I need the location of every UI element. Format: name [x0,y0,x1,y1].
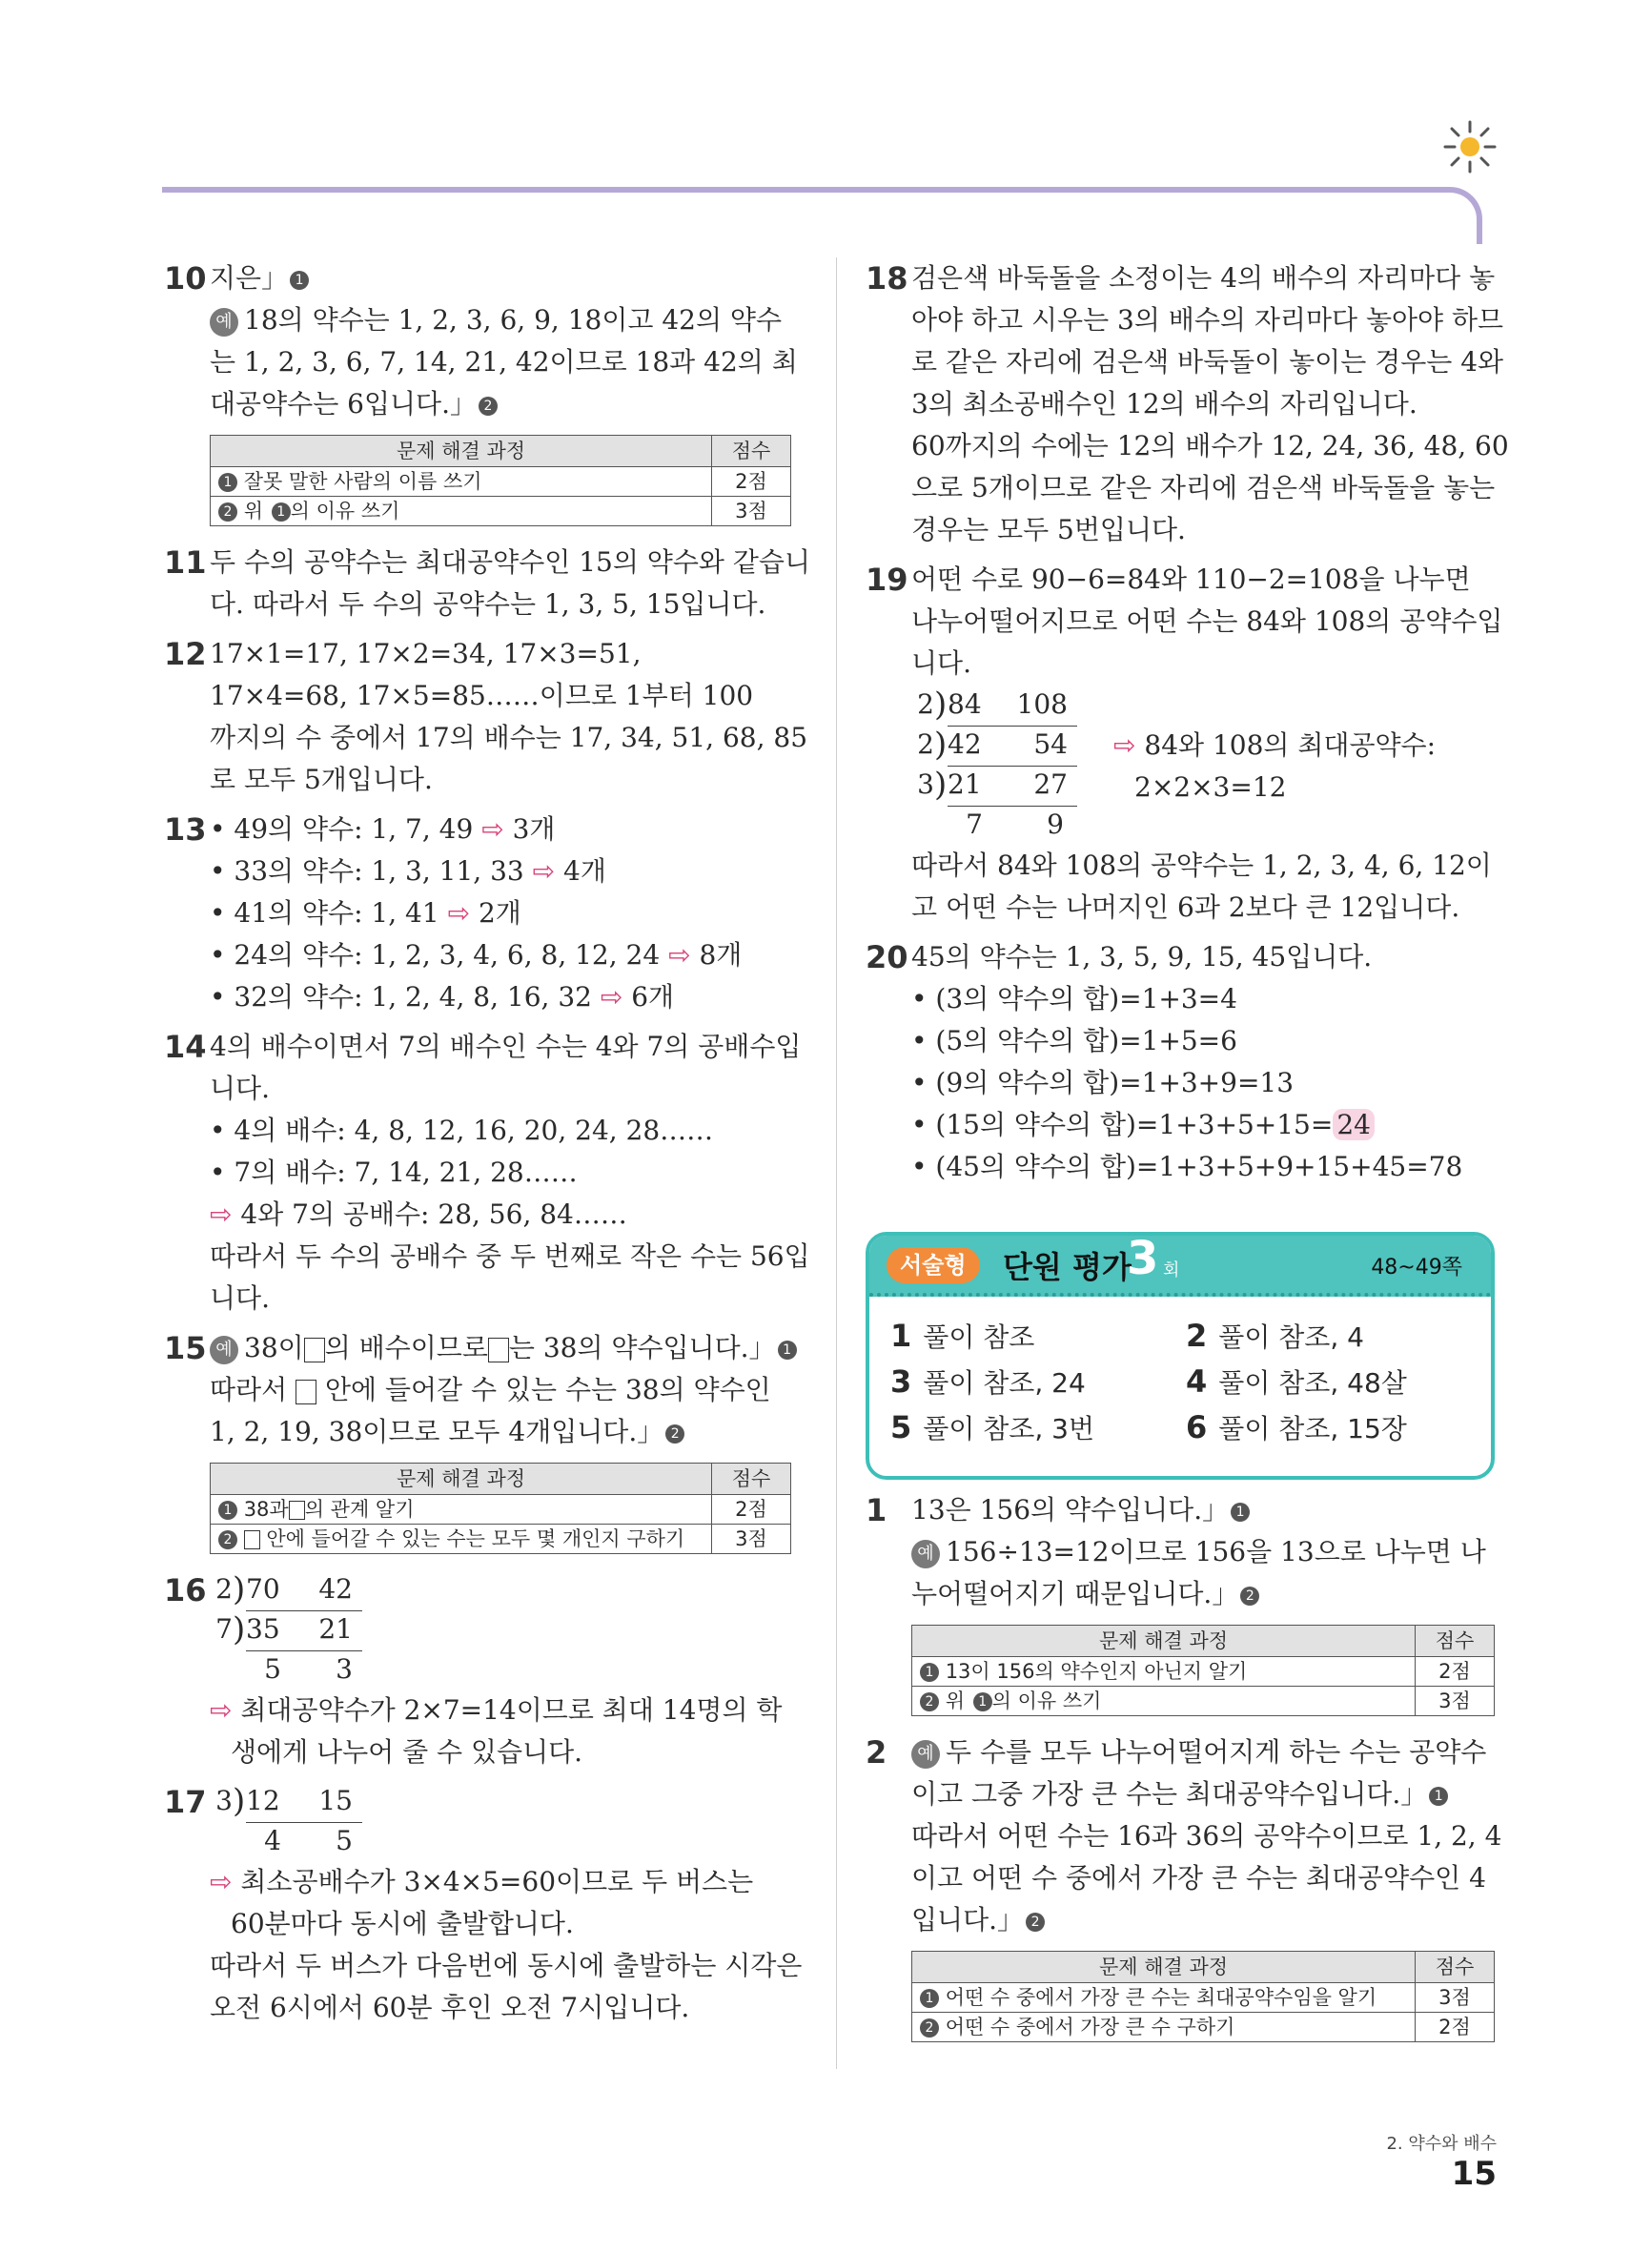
problem-number: 17 [164,1784,207,1820]
list-item: • 49의 약수: 1, 7, 49 ⇨ 3개 [210,813,556,845]
unit-assessment-box [866,1232,1495,1480]
arrow-icon: ⇨ [532,855,556,887]
problem-20: 20 45의 약수는 1, 3, 5, 9, 15, 45입니다. • (3의 약수의 합)=1+3=4 • (5의 약수의 합)=1+5=6 • (9의 약수의 합)=1+3+9=13 • (15의 약수의 합)=1+3+5+15= 24 • (45의 약수의 합)=1+3+5+9+15+45=78 [866,936,1499,1188]
problem-number: 11 [164,544,207,581]
problem-13 [164,809,793,1018]
list-item: • 41의 약수: 1, 41 ⇨ 2개 [210,897,521,929]
round-number: 3 [1127,1232,1159,1285]
unit-solutions [866,1489,1502,2058]
page-footer [1335,2130,1497,2193]
blank-box [244,1530,260,1549]
ladder-division: 2 ) 70 42 7 ) 35 21 5 3 [210,1569,793,1690]
blank-box [304,1338,325,1362]
problem-number: 14 [164,1029,207,1065]
problem-number: 10 [164,260,207,297]
problem-19: 19 어떤 수로 90−6=84와 110−2=108을 나누면 나누어떨어지므로 어떤 수는 84와 108의 공약수입 니다. 2 ) 84 108 2 ) 42 54 3 ) 21 27 7 9 ⇨ 84와 108의 최대공약수: 2×2×3=12 따라서 84와 108의 공약수는 1, 2, 3, 4, 6, 12이 고 어떤 수는 나머지인 6과 2보다 큰 12입니다. [866,559,1499,929]
step-1-marker: 1 [290,271,309,290]
ladder-division: 2 ) 84 108 2 ) 42 54 3 ) 21 27 7 9 ⇨ 84와 108의 최대공약수: 2×2×3=12 [911,685,1499,845]
answer-item: 2 풀이 참조, 4 [1186,1318,1364,1354]
question-2: 2 예 두 수를 모두 나누어떨어지게 하는 수는 공약수 이고 그중 가장 큰 수는 최대공약수입니다.」 1 따라서 어떤 수는 16과 36의 공약수이므로 1, 2, 4 이고 어떤 수 중에서 가장 큰 수는 최대공약수인 4 입니다.」 2 문제 해결 과정 점수 1 어떤 수 중에서 가장 큰 수는 최대공약수임을 알기 3점 2 어떤 수 중에서 가장 큰 수 구하기 2점 [866,1731,1499,2042]
step-2-marker: 2 [479,397,498,416]
problem-number: 18 [866,260,908,297]
arrow-icon: ⇨ [210,1694,233,1726]
answer-item: 5 풀이 참조, 3번 [890,1409,1095,1445]
example-icon: 예 [210,308,238,337]
left-column [164,257,810,2037]
sun-icon [1441,118,1499,175]
blank-box [296,1380,316,1404]
problem-18: 18 검은색 바둑돌을 소정이는 4의 배수의 자리마다 놓 아야 하고 시우는 3의 배수의 자리마다 놓아야 하므 로 같은 자리에 검은색 바둑돌이 놓이는 경우는 4와 3의 최소공배수인 12의 배수의 자리입니다. 60까지의 수에는 12의 배수가 12, 24, 36, 48, 60 으로 5개이므로 같은 자리에 검은색 바둑돌을 놓는 경우는 모두 5번입니다. [866,257,1499,551]
arrow-icon: ⇨ [210,1866,233,1897]
arrow-icon: ⇨ [210,1198,233,1230]
page-range: 48~49쪽 [1371,1256,1462,1280]
blank-box [488,1338,509,1362]
chapter-label: 2. 약수와 배수 [1386,2134,1497,2154]
arrow-icon: ⇨ [481,813,504,845]
unit-title: 단원 평가 [1003,1249,1132,1285]
ladder-division: 3 ) 12 15 4 5 [210,1781,793,1861]
answer-item: 6 풀이 참조, 15장 [1186,1409,1407,1445]
question-1: 1 13은 156의 약수입니다.」 1 예 156÷13=12이므로 156을 13으로 나누면 나 누어떨어지기 때문입니다.」 2 문제 해결 과정 점수 1 13이 156의 약수인지 아닌지 알기 2점 2 위 1 의 이유 쓰기 3점 [866,1489,1499,1716]
problem-15: 15 예 38이 의 배수이므로 는 38의 약수입니다.」 1 따라서 안에 들어갈 수 있는 수는 38의 약수인 1, 2, 19, 38이므로 모두 4개입니다.」 2 문제 해결 과정 점수 1 38과 의 관계 알기 2점 2 안에 들어갈 수 있는 수는 모두 몇 개인지 구하기 3점 [164,1327,793,1554]
list-item: • 32의 약수: 1, 2, 4, 8, 16, 32 ⇨ 6개 [210,981,675,1013]
list-item: • 33의 약수: 1, 3, 11, 33 ⇨ 4개 [210,855,606,887]
right-column [866,257,1509,1196]
problem-number: 13 [164,811,207,848]
scoring-table: 문제 해결 과정 점수 1 어떤 수 중에서 가장 큰 수는 최대공약수임을 알기 3점 2 어떤 수 중에서 가장 큰 수 구하기 2점 [911,1951,1495,2042]
scoring-table: 문제 해결 과정 점수 1 13이 156의 약수인지 아닌지 알기 2점 2 위 1 의 이유 쓰기 3점 [911,1625,1495,1716]
arrow-icon: ⇨ [668,939,691,971]
answer-item: 1 풀이 참조 [890,1318,1035,1354]
problem-number: 2 [866,1734,887,1771]
problem-11: 11 두 수의 공약수는 최대공약수인 15의 약수와 같습니 다. 따라서 두 수의 공약수는 1, 3, 5, 15입니다. [164,542,793,625]
arrow-icon: ⇨ [600,981,623,1013]
type-badge: 서술형 [887,1247,980,1283]
problem-number: 15 [164,1330,207,1366]
header-rule [162,187,1482,244]
arrow-icon: ⇨ [447,897,471,929]
answer-item: 4 풀이 참조, 48살 [1186,1363,1407,1400]
scoring-table: 문제 해결 과정 점수 1 38과 의 관계 알기 2점 2 안에 들어갈 수 있는 수는 모두 몇 개인지 구하기 3점 [210,1463,791,1554]
column-divider [836,257,837,2069]
unit-assessment-header: 서술형 단원 평가 3 회 48~49쪽 [869,1236,1491,1297]
arrow-icon: ⇨ [1113,729,1136,761]
problem-number: 16 [164,1572,207,1608]
problem-12: 12 17×1=17, 17×2=34, 17×3=51, 17×4=68, 17×5=85……이므로 1부터 100 까지의 수 중에서 17의 배수는 17, 34, 51, 68, 85 로 모두 5개입니다. [164,633,793,801]
problem-number: 12 [164,636,207,672]
example-icon: 예 [210,1336,238,1364]
blank-box [289,1501,305,1520]
highlighted-answer: 24 [1333,1109,1375,1140]
problem-16: 16 2 ) 70 42 7 ) 35 21 5 3 ⇨ 최대공약수가 2×7=14이므로 최대 14명의 학 생에게 나누어 줄 수 있습니다. [164,1569,793,1773]
problem-number: 1 [866,1492,887,1528]
problem-17: 17 3 ) 12 15 4 5 ⇨ 최소공배수가 3×4×5=60이므로 두 버스는 60분마다 동시에 출발합니다. 따라서 두 버스가 다음번에 동시에 출발하는 시각은 오전 6시에서 60분 후인 오전 7시입니다. [164,1781,793,2029]
problem-14: 14 4의 배수이면서 7의 배수인 수는 4와 7의 공배수입 니다. • 4의 배수: 4, 8, 12, 16, 20, 24, 28…… • 7의 배수: 7, 14, 21, 28…… ⇨ 4와 7의 공배수: 28, 56, 84…… 따라서 두 수의 공배수 중 두 번째로 작은 수는 56입 니다. [164,1026,793,1320]
list-item: • 24의 약수: 1, 2, 3, 4, 6, 8, 12, 24 ⇨ 8개 [210,939,743,971]
problem-number: 19 [866,562,908,598]
problem-10: 10 지은」 1 예 18의 약수는 1, 2, 3, 6, 9, 18이고 42의 약수 는 1, 2, 3, 6, 7, 14, 21, 42이므로 18과 42의 최 대공약수는 6입니다.」 2 문제 해결 과정 점수 1 잘못 말한 사람의 이름 쓰기 2점 2 위 1 의 이유 쓰기 3점 [164,257,793,526]
example-icon: 예 [911,1540,940,1568]
answer-item: 3 풀이 참조, 24 [890,1363,1086,1400]
page-number: 15 [1451,2155,1497,2193]
example-icon: 예 [911,1740,940,1769]
problem-number: 20 [866,939,908,975]
scoring-table: 문제 해결 과정 점수 1 잘못 말한 사람의 이름 쓰기 2점 2 위 1 의 이유 쓰기 3점 [210,435,791,526]
